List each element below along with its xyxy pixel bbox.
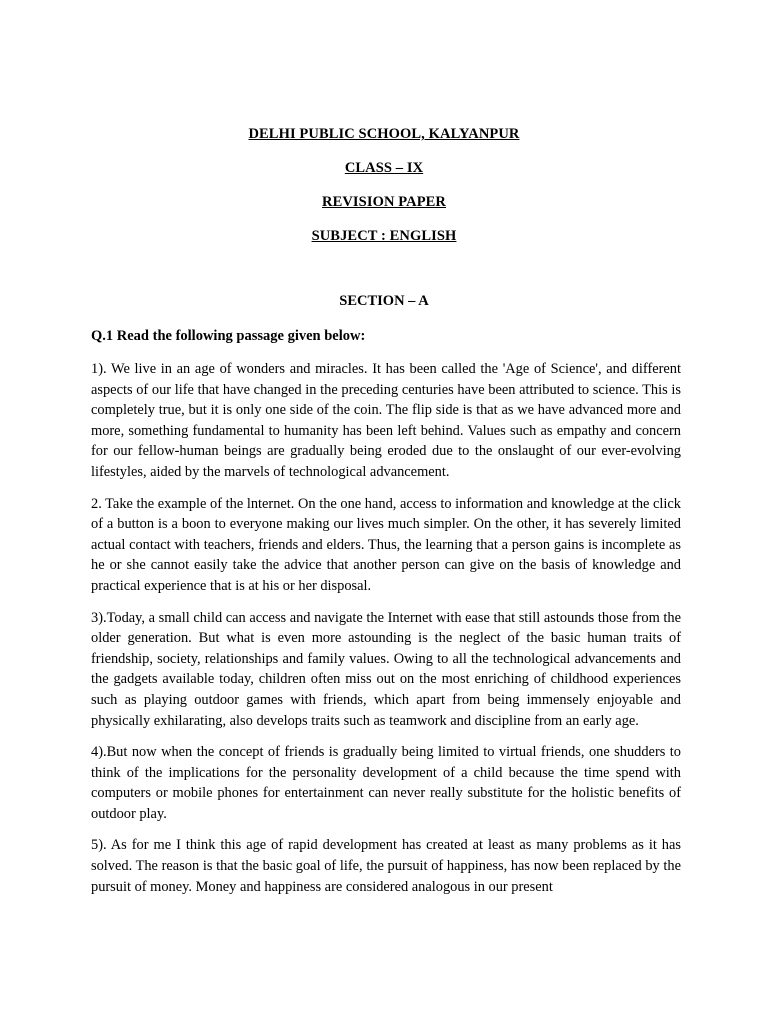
class-label: CLASS – IX [344, 160, 424, 176]
paper-title: REVISION PAPER [322, 194, 446, 210]
document-header [0, 126, 768, 262]
passage-paragraph: 4).But now when the concept of friends is gradually being limited to virtual friends, one shudders to think of the implications for the personality development of a child because the time spend with computers or mobile phones for entertainment can never really substitute for the holistic benefits of outdoor play. [91, 744, 681, 822]
passage-paragraph: 2. Take the example of the lnternet. On the one hand, access to information and knowledge at the click of a button is a boon to everyone making our lives much simpler. On the other, it has severely limited actual contact with teachers, friends and elders. Thus, the learning that a person gains is incomplete as he or she cannot easily take the advice that another person can give on the basis of knowledge and practical experience that is at his or her disposal. [91, 495, 681, 594]
passage-paragraph: 1). We live in an age of wonders and miracles. It has been called the 'Age of Science', and different aspects of our life that have changed in the preceding centuries have been attributed to science. This is completely true, but it is only one side of the coin. The flip side is that as we have advanced more and more, something fundamental to humanity has been left behind. Values such as empathy and concern for our fellow-human beings are gradually being eroded due to the onslaught of our ever-evolving lifestyles, aided by the marvels of technological advancement. [91, 361, 681, 480]
passage-paragraph: 5). As for me I think this age of rapid development has created at least as many problems as it has solved. The reason is that the basic goal of life, the pursuit of happiness, has now been replaced by the pursuit of money. Money and happiness are considered analogous in our present [91, 837, 681, 895]
section-title: SECTION – A [339, 293, 429, 309]
question-title: Q.1 Read the following passage given below: [91, 328, 366, 344]
school-name: DELHI PUBLIC SCHOOL, KALYANPUR [248, 126, 520, 142]
subject-label: SUBJECT : ENGLISH [311, 228, 457, 244]
passage [91, 359, 681, 908]
passage-paragraph: 3).Today, a small child can access and navigate the Internet with ease that still astounds those from the older generation. But what is even more astounding is the neglect of the basic human traits of friendship, society, relationships and family values. Owing to all the technological advancements and the gadgets available today, children often miss out on the most enriching of childhood experiences such as playing outdoor games with friends, which apart from being immensely enjoyable and physically exhilarating, also develops traits such as teamwork and discipline from an early age. [91, 609, 681, 729]
